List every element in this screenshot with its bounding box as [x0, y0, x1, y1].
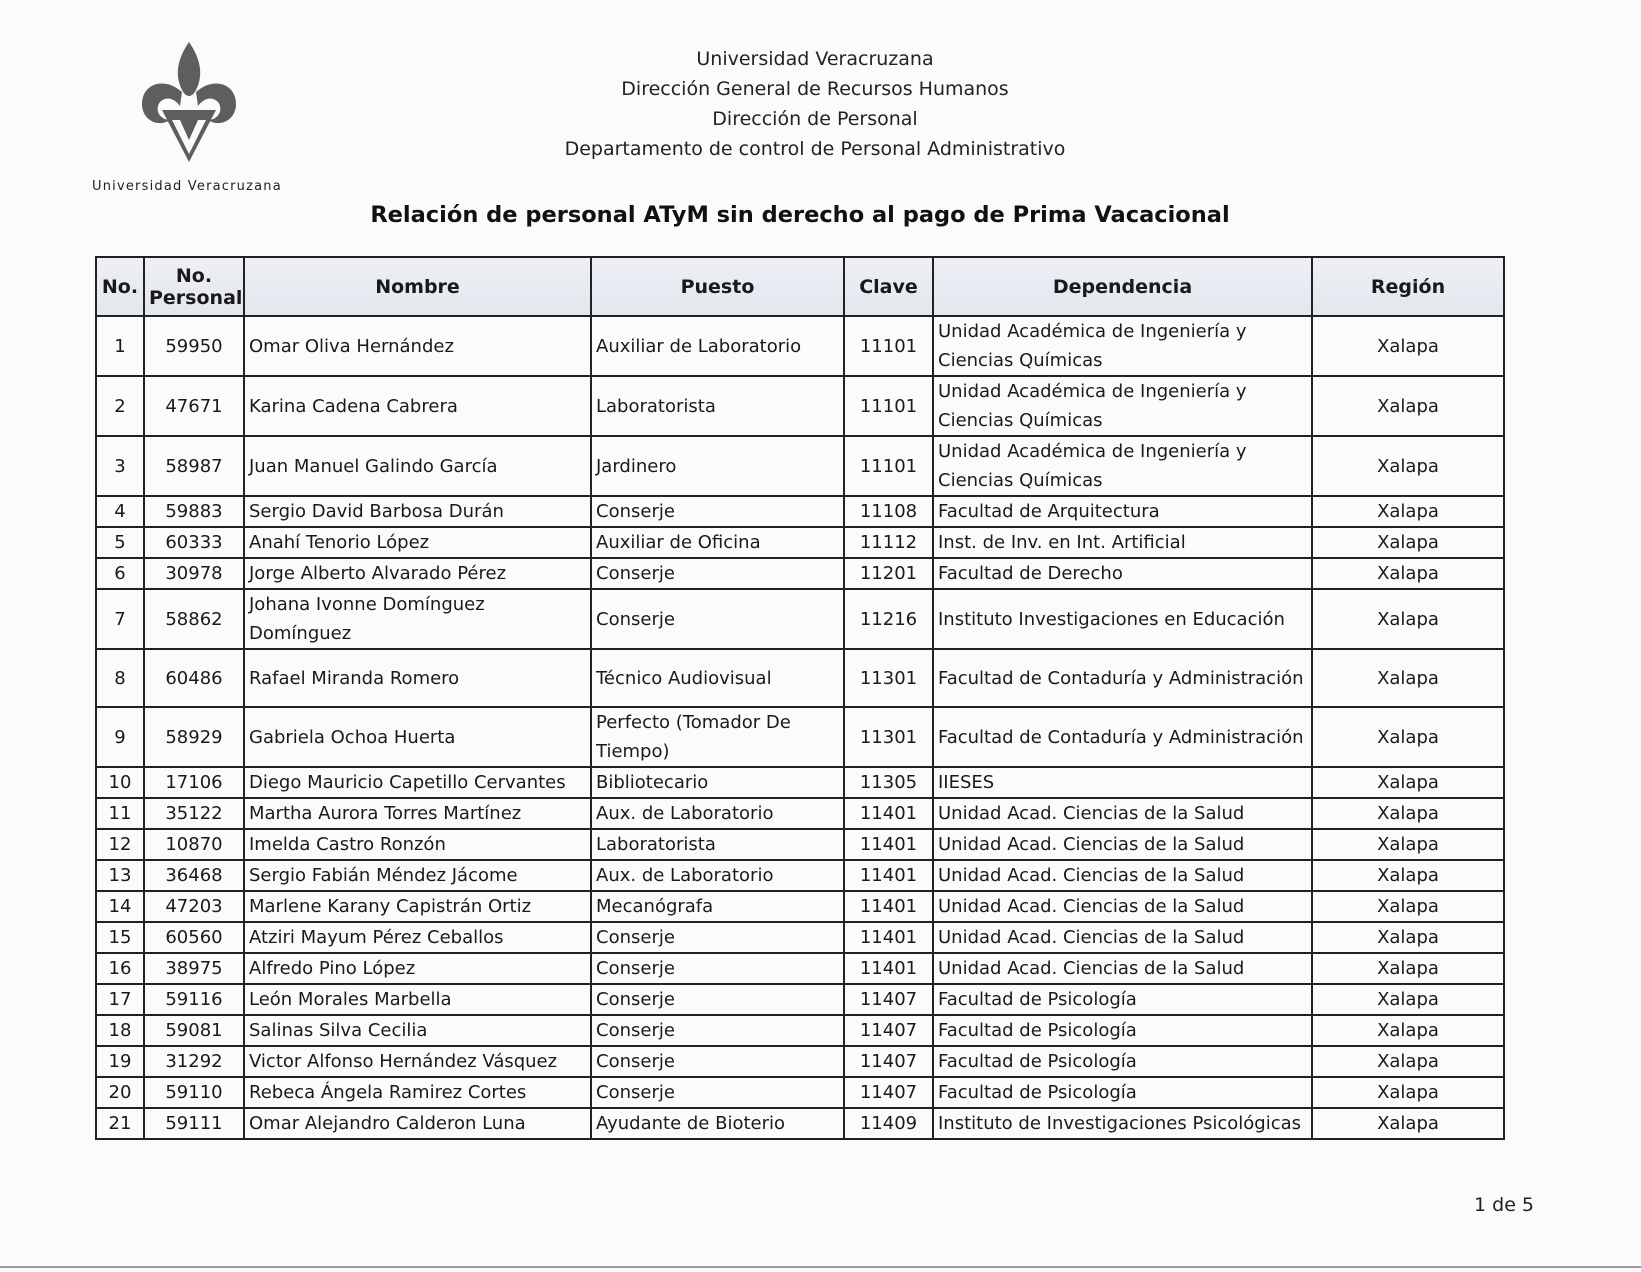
cell-nombre: Anahí Tenorio López: [244, 527, 591, 558]
cell-region: Xalapa: [1312, 589, 1504, 649]
document-header: [0, 44, 1630, 164]
cell-personal: 35122: [144, 798, 244, 829]
cell-region: Xalapa: [1312, 496, 1504, 527]
cell-puesto: Técnico Audiovisual: [591, 649, 844, 707]
cell-dependencia: Facultad de Psicología: [933, 1046, 1312, 1077]
header-dependencia: Dependencia: [933, 257, 1312, 316]
cell-personal: 60560: [144, 922, 244, 953]
table-row: [96, 527, 1504, 558]
cell-dependencia: Facultad de Psicología: [933, 984, 1312, 1015]
cell-puesto: Jardinero: [591, 436, 844, 496]
cell-personal: 58929: [144, 707, 244, 767]
cell-region: Xalapa: [1312, 527, 1504, 558]
cell-region: Xalapa: [1312, 316, 1504, 376]
cell-clave: 11101: [844, 376, 933, 436]
cell-dependencia: Instituto Investigaciones en Educación: [933, 589, 1312, 649]
cell-region: Xalapa: [1312, 922, 1504, 953]
cell-region: Xalapa: [1312, 1015, 1504, 1046]
cell-nombre: Diego Mauricio Capetillo Cervantes: [244, 767, 591, 798]
cell-clave: 11407: [844, 1046, 933, 1077]
cell-dependencia: Instituto de Investigaciones Psicológicas: [933, 1108, 1312, 1139]
cell-personal: 10870: [144, 829, 244, 860]
cell-clave: 11401: [844, 798, 933, 829]
cell-region: Xalapa: [1312, 984, 1504, 1015]
cell-nombre: Omar Alejandro Calderon Luna: [244, 1108, 591, 1139]
table-row: [96, 922, 1504, 953]
cell-puesto: Conserje: [591, 496, 844, 527]
cell-puesto: Laboratorista: [591, 376, 844, 436]
cell-puesto: Ayudante de Bioterio: [591, 1108, 844, 1139]
table-row: [96, 558, 1504, 589]
header-direccion-personal: Dirección de Personal: [712, 108, 918, 130]
cell-no: 17: [96, 984, 144, 1015]
cell-no: 18: [96, 1015, 144, 1046]
header-university: Universidad Veracruzana: [696, 48, 934, 70]
table-row: [96, 1015, 1504, 1046]
cell-dependencia: Facultad de Psicología: [933, 1015, 1312, 1046]
cell-no: 16: [96, 953, 144, 984]
cell-nombre: Omar Oliva Hernández: [244, 316, 591, 376]
cell-no: 8: [96, 649, 144, 707]
cell-nombre: León Morales Marbella: [244, 984, 591, 1015]
cell-personal: 60486: [144, 649, 244, 707]
cell-no: 12: [96, 829, 144, 860]
personnel-table: [95, 256, 1505, 1140]
cell-dependencia: Unidad Acad. Ciencias de la Salud: [933, 891, 1312, 922]
cell-puesto: Aux. de Laboratorio: [591, 860, 844, 891]
logo-caption: Universidad Veracruzana: [92, 179, 282, 194]
table-row: [96, 984, 1504, 1015]
cell-no: 13: [96, 860, 144, 891]
table-row: [96, 860, 1504, 891]
table-row: [96, 1046, 1504, 1077]
cell-puesto: Conserje: [591, 953, 844, 984]
cell-puesto: Perfecto (Tomador De Tiempo): [591, 707, 844, 767]
cell-puesto: Conserje: [591, 1077, 844, 1108]
cell-dependencia: Facultad de Contaduría y Administración: [933, 707, 1312, 767]
cell-puesto: Bibliotecario: [591, 767, 844, 798]
table-row: [96, 953, 1504, 984]
cell-personal: 59081: [144, 1015, 244, 1046]
cell-dependencia: Unidad Acad. Ciencias de la Salud: [933, 953, 1312, 984]
cell-no: 5: [96, 527, 144, 558]
table-row: [96, 891, 1504, 922]
header-direccion-general: Dirección General de Recursos Humanos: [621, 78, 1009, 100]
cell-personal: 59111: [144, 1108, 244, 1139]
cell-region: Xalapa: [1312, 1108, 1504, 1139]
cell-puesto: Conserje: [591, 922, 844, 953]
cell-no: 4: [96, 496, 144, 527]
cell-nombre: Martha Aurora Torres Martínez: [244, 798, 591, 829]
cell-clave: 11305: [844, 767, 933, 798]
cell-personal: 59883: [144, 496, 244, 527]
table-row: [96, 829, 1504, 860]
header-nombre: Nombre: [244, 257, 591, 316]
cell-no: 20: [96, 1077, 144, 1108]
table-row: [96, 589, 1504, 649]
cell-personal: 17106: [144, 767, 244, 798]
cell-nombre: Alfredo Pino López: [244, 953, 591, 984]
cell-dependencia: Unidad Académica de Ingeniería y Ciencias Químicas: [933, 316, 1312, 376]
cell-clave: 11301: [844, 649, 933, 707]
cell-clave: 11401: [844, 953, 933, 984]
cell-region: Xalapa: [1312, 1046, 1504, 1077]
cell-clave: 11407: [844, 1077, 933, 1108]
cell-dependencia: Unidad Acad. Ciencias de la Salud: [933, 922, 1312, 953]
header-clave: Clave: [844, 257, 933, 316]
table-row: [96, 1077, 1504, 1108]
cell-dependencia: IIESES: [933, 767, 1312, 798]
cell-clave: 11401: [844, 891, 933, 922]
cell-clave: 11407: [844, 984, 933, 1015]
cell-no: 10: [96, 767, 144, 798]
cell-region: Xalapa: [1312, 891, 1504, 922]
cell-nombre: Victor Alfonso Hernández Vásquez: [244, 1046, 591, 1077]
cell-puesto: Mecanógrafa: [591, 891, 844, 922]
cell-region: Xalapa: [1312, 649, 1504, 707]
cell-no: 3: [96, 436, 144, 496]
cell-clave: 11409: [844, 1108, 933, 1139]
cell-dependencia: Facultad de Arquitectura: [933, 496, 1312, 527]
cell-dependencia: Unidad Académica de Ingeniería y Ciencias Químicas: [933, 376, 1312, 436]
cell-nombre: Sergio Fabián Méndez Jácome: [244, 860, 591, 891]
cell-no: 14: [96, 891, 144, 922]
cell-region: Xalapa: [1312, 953, 1504, 984]
cell-region: Xalapa: [1312, 376, 1504, 436]
header-no-personal: No. Personal: [144, 257, 244, 316]
cell-clave: 11407: [844, 1015, 933, 1046]
document-title: Relación de personal ATyM sin derecho al pago de Prima Vacacional: [370, 202, 1230, 228]
cell-personal: 58862: [144, 589, 244, 649]
table-row: [96, 496, 1504, 527]
cell-personal: 36468: [144, 860, 244, 891]
cell-no: 6: [96, 558, 144, 589]
cell-personal: 60333: [144, 527, 244, 558]
cell-personal: 59110: [144, 1077, 244, 1108]
cell-nombre: Rafael Miranda Romero: [244, 649, 591, 707]
table-header-row: [96, 257, 1504, 316]
cell-nombre: Johana Ivonne Domínguez Domínguez: [244, 589, 591, 649]
cell-nombre: Karina Cadena Cabrera: [244, 376, 591, 436]
cell-puesto: Conserje: [591, 589, 844, 649]
header-puesto: Puesto: [591, 257, 844, 316]
table-row: [96, 767, 1504, 798]
header-region: Región: [1312, 257, 1504, 316]
cell-clave: 11301: [844, 707, 933, 767]
cell-clave: 11401: [844, 860, 933, 891]
cell-dependencia: Unidad Acad. Ciencias de la Salud: [933, 798, 1312, 829]
cell-nombre: Rebeca Ángela Ramirez Cortes: [244, 1077, 591, 1108]
cell-dependencia: Facultad de Derecho: [933, 558, 1312, 589]
cell-dependencia: Inst. de Inv. en Int. Artificial: [933, 527, 1312, 558]
cell-puesto: Conserje: [591, 1046, 844, 1077]
cell-personal: 47671: [144, 376, 244, 436]
cell-personal: 31292: [144, 1046, 244, 1077]
cell-nombre: Sergio David Barbosa Durán: [244, 496, 591, 527]
cell-nombre: Salinas Silva Cecilia: [244, 1015, 591, 1046]
cell-nombre: Marlene Karany Capistrán Ortiz: [244, 891, 591, 922]
cell-clave: 11101: [844, 436, 933, 496]
cell-no: 2: [96, 376, 144, 436]
cell-nombre: Atziri Mayum Pérez Ceballos: [244, 922, 591, 953]
table-row: [96, 798, 1504, 829]
cell-nombre: Imelda Castro Ronzón: [244, 829, 591, 860]
cell-dependencia: Facultad de Contaduría y Administración: [933, 649, 1312, 707]
cell-region: Xalapa: [1312, 707, 1504, 767]
cell-region: Xalapa: [1312, 558, 1504, 589]
header-departamento: Departamento de control de Personal Administrativo: [564, 138, 1066, 160]
cell-personal: 38975: [144, 953, 244, 984]
cell-personal: 59950: [144, 316, 244, 376]
table-body: [96, 316, 1504, 1139]
cell-no: 11: [96, 798, 144, 829]
page-number: 1 de 5: [1474, 1194, 1535, 1216]
cell-personal: 30978: [144, 558, 244, 589]
cell-personal: 58987: [144, 436, 244, 496]
cell-dependencia: Facultad de Psicología: [933, 1077, 1312, 1108]
cell-puesto: Auxiliar de Laboratorio: [591, 316, 844, 376]
cell-puesto: Conserje: [591, 1015, 844, 1046]
cell-dependencia: Unidad Acad. Ciencias de la Salud: [933, 860, 1312, 891]
cell-puesto: Laboratorista: [591, 829, 844, 860]
cell-clave: 11108: [844, 496, 933, 527]
cell-nombre: Juan Manuel Galindo García: [244, 436, 591, 496]
cell-personal: 47203: [144, 891, 244, 922]
cell-region: Xalapa: [1312, 860, 1504, 891]
table-row: [96, 1108, 1504, 1139]
cell-nombre: Jorge Alberto Alvarado Pérez: [244, 558, 591, 589]
cell-clave: 11401: [844, 829, 933, 860]
cell-no: 9: [96, 707, 144, 767]
cell-dependencia: Unidad Acad. Ciencias de la Salud: [933, 829, 1312, 860]
cell-no: 15: [96, 922, 144, 953]
cell-dependencia: Unidad Académica de Ingeniería y Ciencias Químicas: [933, 436, 1312, 496]
cell-puesto: Auxiliar de Oficina: [591, 527, 844, 558]
cell-region: Xalapa: [1312, 829, 1504, 860]
cell-clave: 11112: [844, 527, 933, 558]
header-no: No.: [96, 257, 144, 316]
table-row: [96, 649, 1504, 707]
cell-region: Xalapa: [1312, 798, 1504, 829]
cell-clave: 11101: [844, 316, 933, 376]
cell-region: Xalapa: [1312, 436, 1504, 496]
cell-clave: 11216: [844, 589, 933, 649]
table-row: [96, 376, 1504, 436]
cell-clave: 11201: [844, 558, 933, 589]
cell-no: 19: [96, 1046, 144, 1077]
cell-nombre: Gabriela Ochoa Huerta: [244, 707, 591, 767]
page-bottom-edge: [0, 1266, 1641, 1268]
cell-region: Xalapa: [1312, 1077, 1504, 1108]
cell-puesto: Aux. de Laboratorio: [591, 798, 844, 829]
cell-puesto: Conserje: [591, 558, 844, 589]
table-row: [96, 436, 1504, 496]
cell-personal: 59116: [144, 984, 244, 1015]
cell-puesto: Conserje: [591, 984, 844, 1015]
table-row: [96, 707, 1504, 767]
cell-region: Xalapa: [1312, 767, 1504, 798]
cell-clave: 11401: [844, 922, 933, 953]
table-row: [96, 316, 1504, 376]
cell-no: 7: [96, 589, 144, 649]
cell-no: 1: [96, 316, 144, 376]
cell-no: 21: [96, 1108, 144, 1139]
